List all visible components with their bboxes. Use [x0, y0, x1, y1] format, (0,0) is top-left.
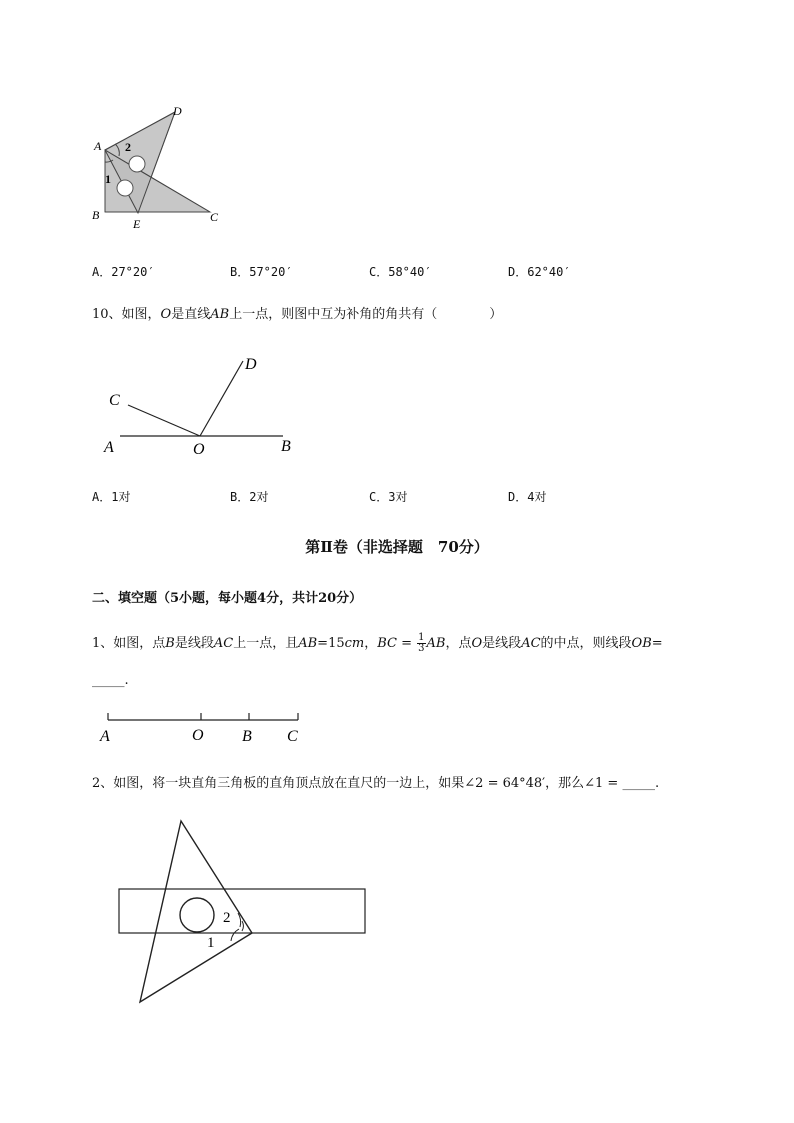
figure-rays	[100, 350, 300, 460]
q9-option-d: D．62°40′	[508, 265, 571, 279]
label-a: A	[94, 139, 102, 153]
label-o: O	[192, 727, 204, 744]
fq1-var: AB	[298, 636, 318, 651]
label-b: B	[281, 438, 291, 455]
ray-od	[200, 361, 243, 436]
label-1: 1	[207, 935, 215, 951]
fraction-one-third	[417, 633, 425, 654]
fq1-unit: cm	[344, 636, 365, 651]
fill-question-1-blank: _____.	[92, 673, 129, 688]
hole-circle	[117, 180, 133, 196]
label-b: B	[242, 728, 252, 745]
label-a: A	[104, 439, 114, 456]
fraction-denominator: 3	[418, 643, 425, 654]
fq1-var: BC	[377, 636, 397, 651]
figure-ruler-triangle	[110, 815, 375, 1010]
fraction-numerator: 1	[418, 632, 425, 643]
fq1-text: ，	[364, 636, 378, 651]
fq1-var: AC	[213, 636, 234, 651]
q10-option-a: A．1对	[92, 490, 131, 504]
fq1-eq: =	[396, 636, 417, 651]
figure-triangles	[85, 100, 235, 235]
hole-circle	[129, 156, 145, 172]
ray-oc	[128, 405, 200, 436]
label-c: C	[210, 210, 219, 224]
q10-var-o: O	[160, 307, 172, 322]
set-square	[140, 821, 252, 1002]
label-d: D	[173, 104, 182, 118]
fq1-text: =15	[317, 636, 345, 651]
q10-var-ab: AB	[210, 307, 230, 322]
fill-question-1	[92, 632, 663, 656]
q10-text: 10、如图，	[92, 307, 161, 322]
ruler	[119, 889, 365, 933]
fq1-text: 1、如图，点	[92, 636, 166, 651]
part-heading: 二、填空题（5小题，每小题4分，共计20分）	[92, 591, 363, 606]
q9-option-c: C．58°40′	[369, 265, 432, 279]
fq1-var: O	[471, 636, 483, 651]
label-2: 2	[125, 140, 131, 154]
fq1-text: ，点	[445, 636, 472, 651]
figure-segment	[95, 708, 310, 748]
fq1-var: OB	[631, 636, 652, 651]
fq1-text: 是线段	[482, 636, 522, 651]
fq1-var: AC	[521, 636, 541, 651]
hole-circle	[180, 898, 214, 932]
q10-option-d: D．4对	[508, 490, 547, 504]
section-title: 第Ⅱ卷（非选择题 70分）	[305, 538, 489, 556]
question-10-stem	[92, 303, 502, 322]
fq1-text: =	[651, 636, 663, 651]
label-2: 2	[223, 910, 231, 926]
fq1-text: 是线段	[174, 636, 214, 651]
label-a: A	[100, 728, 110, 745]
q10-option-b: B．2对	[230, 490, 269, 504]
label-c: C	[287, 728, 298, 745]
label-e: E	[133, 217, 141, 231]
fq1-text: 的中点，则线段	[540, 636, 632, 651]
q10-option-c: C．3对	[369, 490, 408, 504]
label-d: D	[245, 356, 257, 373]
label-o: O	[193, 441, 205, 458]
label-c: C	[109, 392, 120, 409]
label-1: 1	[105, 172, 111, 186]
fq1-text: 上一点，且	[233, 636, 299, 651]
q10-text: 是直线	[171, 307, 211, 322]
fq1-var: B	[165, 636, 175, 651]
fill-question-2: 2、如图，将一块直角三角板的直角顶点放在直尺的一边上，如果∠2 = 64°48′，那么∠1 = _____.	[92, 776, 660, 791]
q9-option-b: B．57°20′	[230, 265, 293, 279]
q9-option-a: A．27°20′	[92, 265, 155, 279]
label-b: B	[92, 208, 100, 222]
fq1-var: AB	[426, 636, 446, 651]
q10-text: 上一点，则图中互为补角的角共有（ ）	[229, 307, 503, 322]
